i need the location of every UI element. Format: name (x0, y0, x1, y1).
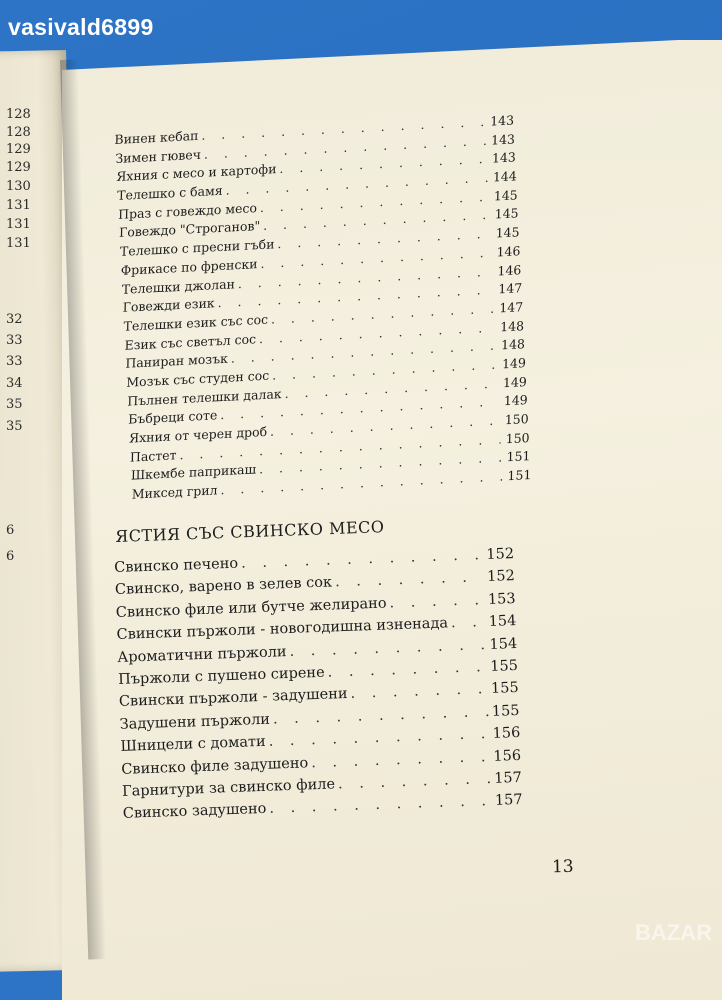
toc-entry-page: 149 (503, 392, 528, 409)
toc-entry-title: Свинско задушено (122, 801, 267, 823)
toc-entry-page: 146 (496, 243, 521, 260)
toc-entry-title: Шницели с домати (120, 733, 266, 756)
toc-entry-page: 154 (489, 635, 518, 653)
left-page-number: 6 (6, 549, 15, 564)
toc-entry-page: 156 (493, 747, 522, 765)
toc-entry-title: Пържоли с пушено сирене (117, 664, 325, 688)
left-page-number: 6 (6, 523, 15, 538)
watermark-site-logo: BAZAR (635, 920, 712, 945)
toc-entry-page: 147 (499, 299, 524, 316)
left-page-number: 35 (6, 397, 23, 412)
toc-entry-page: 149 (502, 373, 527, 390)
toc-entry-page: 149 (501, 355, 527, 372)
toc-entry-title: Паниран мозък (125, 350, 229, 371)
toc-entry-page: 148 (500, 336, 526, 353)
toc-entry-title: Ароматични пържоли (117, 643, 287, 666)
toc-entry-title: Пълнен телешки далак (127, 385, 282, 409)
toc-entry-title: Задушени пържоли (119, 711, 271, 733)
toc-entry-page: 152 (486, 546, 515, 563)
toc-entry-title: Свинско печено (114, 555, 239, 576)
toc-section-one (114, 112, 532, 505)
left-page-number: 130 (6, 179, 31, 194)
toc-dot-leader (350, 681, 488, 702)
toc-dot-leader (389, 592, 485, 611)
toc-entry-title: Телешки език със сос (123, 311, 269, 334)
toc-section-two (114, 546, 523, 828)
toc-entry-title: Пастет (129, 447, 177, 465)
toc-entry-title: Мозък със студен сос (126, 367, 270, 390)
toc-entry-page: 147 (498, 280, 523, 297)
toc-entry-page: 146 (497, 261, 522, 278)
toc-entry-title: Фрикасе по френски (120, 255, 258, 278)
toc-entry-title: Яхния с месо и картофи (116, 161, 277, 185)
toc-entry-title: Телешки джолан (121, 275, 236, 297)
toc-entry-page: 151 (506, 448, 531, 465)
left-page-number: 128 (6, 107, 31, 122)
toc-entry-title: Свинско, варено в зелев сок (114, 574, 333, 599)
page-number: 13 (551, 856, 574, 878)
section-heading: ЯСТИЯ СЪС СВИНСКО МЕСО (115, 517, 385, 546)
left-page-number: 131 (6, 236, 31, 251)
toc-entry-page: 143 (490, 131, 516, 148)
left-page-number: 33 (6, 333, 23, 348)
toc-entry-title: Яхния от черен дроб (128, 423, 268, 446)
toc-entry-title: Телешко с бамя (117, 182, 223, 203)
toc-entry-title: Свинско филе задушено (121, 754, 309, 778)
toc-entry-title: Телешко с пресни гъби (119, 236, 275, 259)
left-page-number: 128 (6, 125, 31, 140)
toc-entry-page: 143 (491, 149, 517, 166)
toc-entry-title: Говеждо "Строганов" (118, 218, 261, 241)
toc-entry-title: Шкембе паприкаш (130, 461, 257, 483)
toc-dot-leader (451, 614, 486, 631)
left-page-number: 34 (6, 376, 23, 391)
toc-entry-page: 150 (505, 429, 530, 446)
toc-entry-page: 145 (493, 187, 518, 204)
watermark-username: vasivald6899 (8, 14, 154, 40)
toc-entry-page: 143 (490, 112, 515, 129)
left-page-number: 35 (6, 419, 23, 434)
toc-entry-page: 154 (488, 613, 517, 631)
toc-entry-title: Език със светъл сос (124, 330, 257, 353)
toc-entry-page: 155 (491, 702, 520, 720)
toc-entry-page: 144 (492, 168, 517, 185)
toc-entry-page: 157 (493, 769, 523, 787)
toc-entry-title: Миксед грил (131, 482, 218, 502)
toc-entry-title: Винен кебап (114, 127, 199, 148)
toc-entry-page: 153 (487, 590, 516, 608)
toc-entry-title: Свински пържоли - новогодишна изненада (116, 615, 449, 644)
left-page-number: 32 (6, 312, 23, 327)
toc-entry-page: 152 (486, 568, 516, 586)
left-page-number: 129 (6, 142, 31, 157)
toc-entry-page: 145 (495, 224, 520, 241)
toc-entry-page: 151 (507, 467, 532, 484)
left-page-number: 129 (6, 160, 31, 175)
toc-entry-page: 155 (490, 680, 520, 698)
toc-entry-title: Гарнитури за свинско филе (121, 776, 336, 800)
toc-entry-page: 157 (494, 792, 523, 810)
toc-entry-title: Свинско филе или бутче желирано (115, 595, 387, 621)
left-page-number: 33 (6, 354, 23, 369)
toc-entry-page: 155 (489, 657, 519, 675)
toc-entry-page: 145 (494, 205, 519, 222)
toc-entry-page: 150 (504, 411, 529, 428)
toc-entry-title: Праз с говеждо месо (117, 199, 258, 222)
toc-entry-title: Свински пържоли - задушени (118, 686, 348, 711)
toc-entry-title: Бъбреци соте (128, 407, 218, 427)
left-page-number: 131 (6, 198, 31, 213)
toc-entry-title: Зимен гювеч (115, 146, 202, 166)
toc-entry-page: 148 (500, 317, 525, 334)
left-page-number: 131 (6, 217, 31, 232)
left-page-numbers (0, 0, 60, 960)
toc-entry-page: 156 (492, 725, 521, 743)
toc-entry-title: Говежди език (122, 295, 215, 315)
